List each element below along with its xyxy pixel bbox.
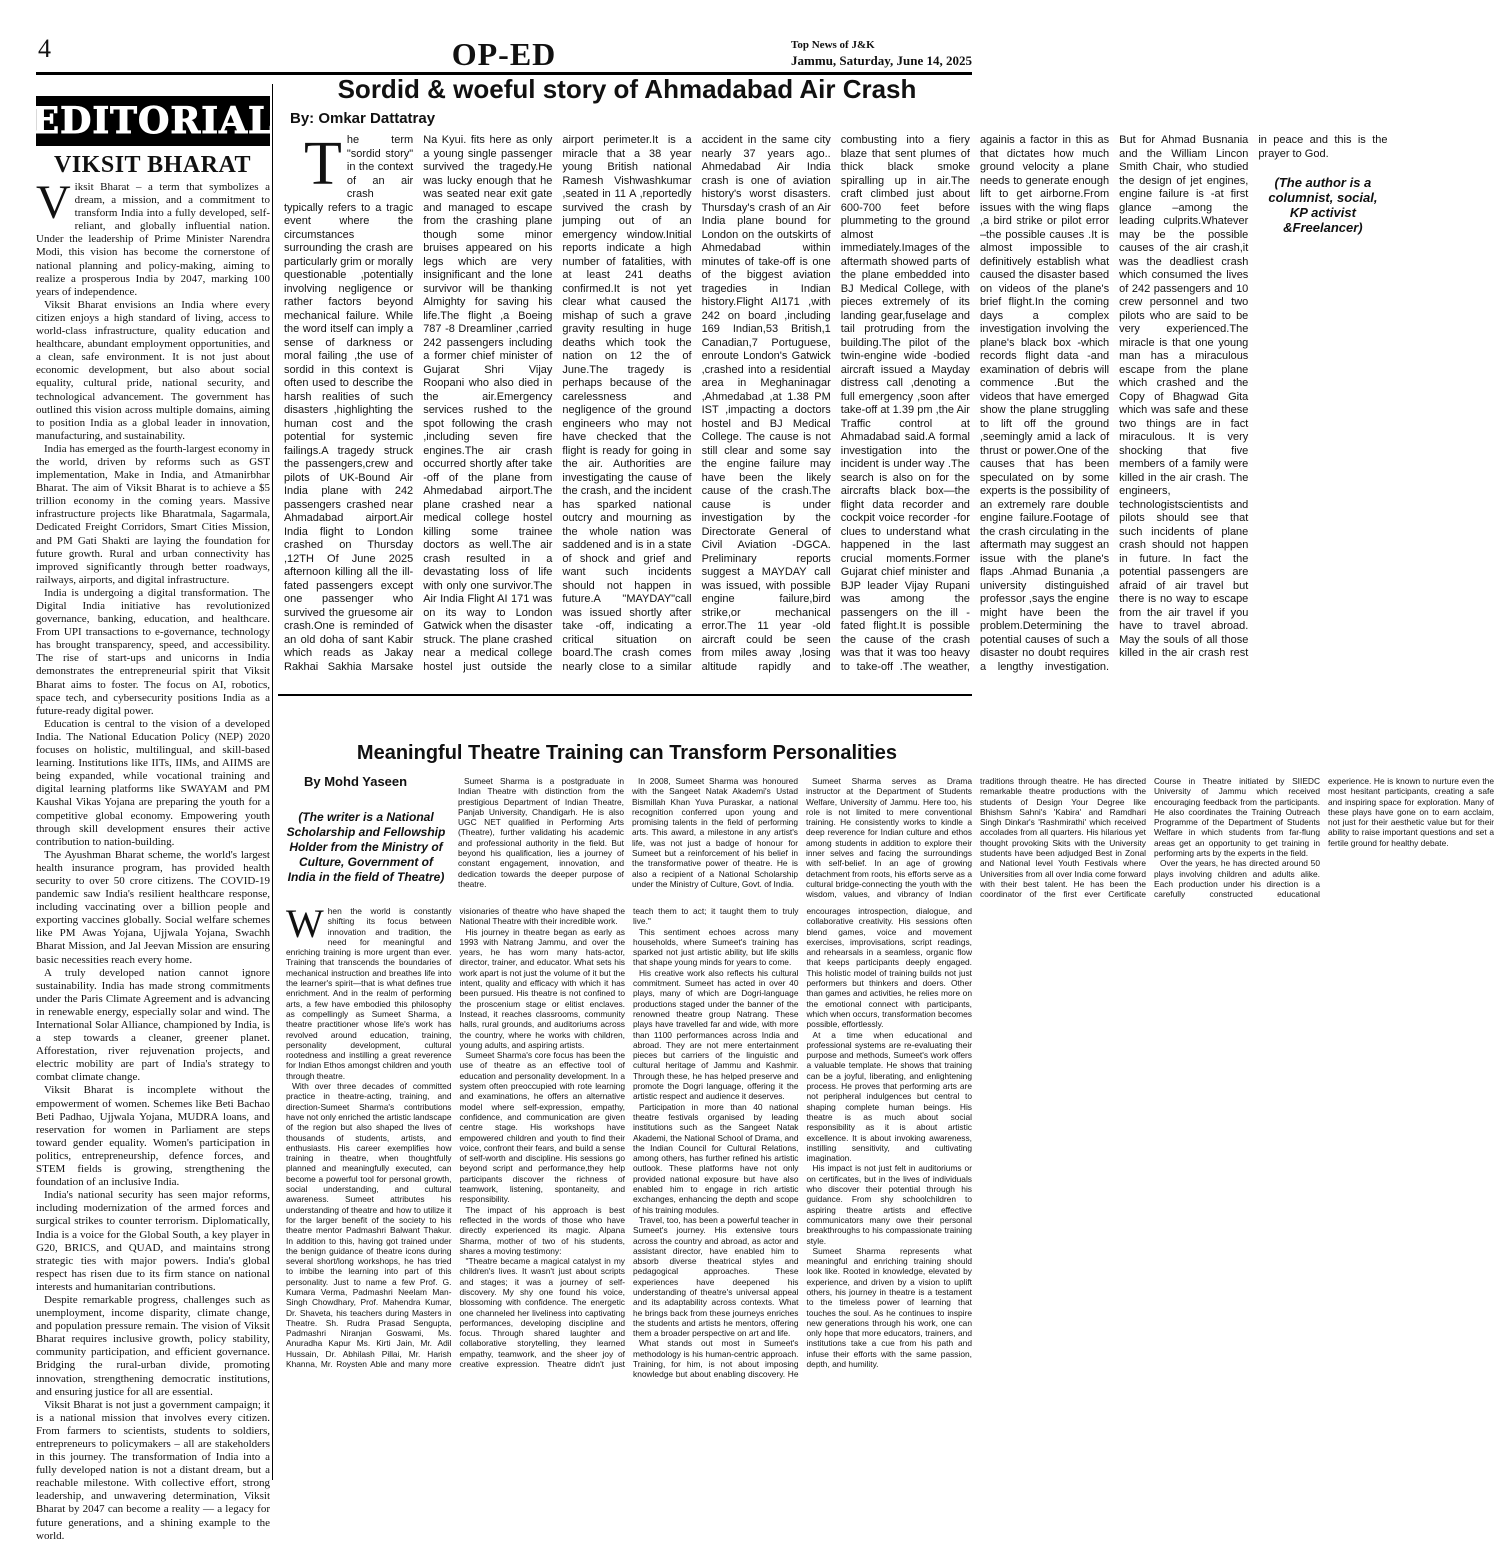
article2-paragraph: Participation in more than 40 national theatre festivals organised by leading institutions such as the Sangeet Natak Akademi, the National School of Drama, and the Indian Council for Cultural Relations, among others, has further refined his artistic outlook. These platforms have not only provided national exposure but have also enabled him to engage in rich artistic exchanges, enhancing the depth and scope of his training modules. [633, 1101, 799, 1215]
editorial-paragraph: The Ayushman Bharat scheme, the world's largest health insurance program, has provided health security to over 50 crore citizens. The COVID-19 pandemic saw India's resilient healthcare response, including vaccinating over a billion people and exporting vaccines globally. Social welfare schemes like PM Awas Yojana, Ujjwala Yojana, Swachh Bharat Mission, and Jal Jeevan Mission are ensuring basic necessities reach every home. [36, 848, 270, 966]
article2-paragraph: Over the years, he has directed around 50 plays involving children and adults alike. Each production under his direction is a carefully constructed educational experience. He is known to nurture even the most hesitant participants, creating a safe and inspiring space for exploration. Many of these plays have gone on to earn acclaim, not just for their aesthetic value but for their ability to raise important questions and set a fertile ground for healthy debate. [1154, 776, 1494, 900]
article1-text: The term "sordid story" in the context of an air crash typically refers to a tragic event where the circumstances surrounding the crash are particularly grim or morally questionable ,potentially involving negligence or rather factors beyond mechanical failure. While the word itself can imply a sense of darkness or moral failing ,the use of sordid in this context is often used to describe the harsh realities of such disasters ,highlighting the human cost and the potential for systemic failings.A tragedy struck the passengers,crew and pilots of UK-Bound Air India plane with 242 passengers crashed near Ahmadabad airport.Air India flight to London crashed on Thursday ,12TH Of June 2025 afternoon killing all the ill- fated passengers except one passenger who survived the gruesome air crash.One is reminded of an old doha of sant Kabir which reads as Jakay Rakhai Sakhia Marsake Na Kyui. fits here as only a young single passenger survived the tragedy.He was lucky enough that he was seated near exit gate and managed to escape from the crashing plane though some minor bruises appeared on his legs which are very insignificant and the lone survivor will be thanking Almighty for saving his life.The flight ,a Boeing 787 -8 Dreamliner ,carried 242 passengers including a former chief minister of Gujarat Shri Vijay Roopani who also died in the air.Emergency services rushed to the spot following the crash ,including seven fire engines.The air crash occurred shortly after take -off of the plane from Ahmedabad airport.The plane crashed near a medical college hostel killing some trainee doctors as well.The air crash resulted in a devastating loss of life with only one survivor.The Air India Flight AI 171 was on its way to London Gatwick when the disaster struck. The plane crashed near a medical college hostel just outside the airport perimeter.It is a miracle that a 38 year young British national Ramesh Vishwashkumar ,seated in 11 A ,reportedly survived the crash by jumping out of an emergency window.Initial reports indicate a high number of fatalities, with at least 241 deaths confirmed.It is not yet clear what caused the mishap of such a grave gravity resulting in huge deaths which took the nation on 12 the of June.The tragedy is perhaps because of the carelessness and negligence of the ground engineers who may not have checked that the flight is ready for going in the air. Authorities are investigating the cause of the crash, and the incident has sparked national outcry and mourning as the whole nation was saddened and is in a state of shock and grief and want such incidents should not happen in future.A "MAYDAY"call was issued shortly after take -off, indicating a critical situation on board.The crash comes nearly close to a similar accident in the same city nearly 37 years ago.. Ahmedabad Air India crash is one of aviation history's worst disasters. Thursday's crash of an Air India plane bound for London on the outskirts of Ahmedabad within minutes of take-off is one of the biggest aviation tragedies in Indian history.Flight AI171 ,with 242 on board ,including 169 Indian,53 British,1 Canadian,7 Portuguese, enroute London's Gatwick ,crashed into a residential area in Meghaninagar ,Ahmedabad ,at 1.38 PM IST ,impacting a doctors hostel and BJ Medical College. The cause is not still clear and some say the engine failure may have been the likely cause of the crash.The cause is under investigation by the Directorate General of Civil Aviation -DGCA. Preliminary reports suggest a MAYDAY call was issued, with possible engine failure,bird strike,or mechanical error.The 11 year -old aircraft could be seen from miles away ,losing altitude rapidly and combusting into a fiery blaze that sent plumes of thick black smoke spiralling up in air.The craft climbed just about 600-700 feet before plummeting to the ground almost immediately.Images of the aftermath showed parts of the plane embedded into BJ Medical College, with pieces extremely of its landing gear,fuselage and tail protruding from the building.The pilot of the twin-engine wide -bodied aircraft issued a Mayday distress call ,denoting a full emergency ,soon after take-off at 1.39 pm ,the Air Traffic control at Ahmadabad said.A formal investigation into the incident is under way .The search is also on for the aircrafts black box—the flight data recorder and cockpit voice recorder -for clues to understand what happened in the last crucial moments.Former Gujarat chief minister and BJP leader Vijay Rupani was among the passengers on the ill -fated flight.It is possible the cause of the crash was that it was too heavy to take-off .The weather, againis a factor in this as that dictates how much ground velocity a plane needs to generate enough lift to get airborne.From issues with the wing flaps ,a bird strike or pilot error –the possible causes .It is almost impossible to definitively establish what caused the disaster based on videos of the plane's brief flight.In the coming days a complex investigation involving the plane's black box -which records flight data -and examination of debris will commence .But the videos that have emerged show the plane struggling to lift off the ground ,seemingly amid a lack of thrust or power.One of the causes that has been speculated on by some experts is the possibility of an extremely rare double engine failure.Footage of the crash circulating in the aftermath may suggest an issue with the plane's flaps .Ahmad Bunania ,a university distinguished professor ,says the engine might have been the problem.Determining the potential causes of such a disaster no doubt requires a lengthy investigation. But for Ahmad Busnania and the William Lincon Smith Chair, who studied the design of jet engines, engine failure is -at first glance –among the leading culprits.Whatever may be the possible causes of the air crash,it was the deadliest crash which consumed the lives of 242 passengers and 10 crew personnel and two pilots who are said to be very experienced.The miracle is that one young man has a miraculous escape from the plane which crashed and the Copy of Bhagwad Gita which was safe and these two things are in fact miraculous. It is very shocking that five members of a family were killed in the air crash. The engineers, technologistscientists and pilots should see that such incidents of plane crash should not happen in future. In fact the potential passengers are afraid of air travel but there is no way to escape from the air travel if you have to travel abroad. May the souls of all those killed in the air crash rest in peace and this is the prayer to God. [284, 130, 1388, 673]
article2-paragraph: Sumeet Sharma's core focus has been the use of theatre as an effective tool of education and personality development. In a system often preoccupied with rote learning and examinations, he offers an alternative model where self-expression, empathy, confidence, and communication are given centre stage. His workshops have empowered children and youth to find their voice, confront their fears, and build a sense of self-worth and discipline. His sessions go beyond script and performance,they help participants discover the richness of teamwork, listening, spontaneity, and responsibility. [459, 1050, 625, 1205]
editorial-paragraph: Despite remarkable progress, challenges such as unemployment, income disparity, climate change, and population pressure remain. The vision of Viksit Bharat requires inclusive growth, policy stability, community participation, and efficient governance. Bridging the rural-urban divide, promoting innovation, strengthening democratic institutions, and ensuring justice for all are essential. [36, 1293, 270, 1398]
editorial-banner-label: EDITORIAL [31, 100, 275, 142]
editorial-title: VIKSIT BHARAT [54, 152, 251, 178]
article2-author-note: (The writer is a National Scholarship and Fellowship Holder from the Ministry of Culture, Government of India in the field of Theatre) [286, 810, 446, 884]
editorial-paragraph: Viksit Bharat is incomplete without the empowerment of women. Schemes like Beti Bachao Beti Padhao, Ujjwala Yojana, MUDRA loans, and reservation for women in Parliament are steps toward gender equality. Women's participation in politics, entrepreneurship, defence forces, and STEM fields is growing, strengthening the foundation of an inclusive India. [36, 1084, 270, 1189]
article-divider [278, 694, 972, 696]
publication-info [791, 38, 972, 68]
article1-headline: Sordid & woeful story of Ahmadabad Air Crash [337, 74, 917, 104]
article1-author-note: (The author is a columnist, social, KP activist &Freelancer) [1268, 175, 1378, 235]
page-header [36, 30, 972, 74]
article2-paragraph: This sentiment echoes across many households, where Sumeet's training has sparked not just artistic ability, but life skills that shape young minds for years to come. [633, 926, 799, 968]
editorial-paragraph: India's national security has seen major reforms, including modernization of the armed forces and surgical strikes to counter terrorism. Diplomatically, India is a voice for the Global South, a key player in G20, BRICS, and QUAD, and maintains strong strategic ties with major powers. India's global respect has risen due to its firm stance on national interests and humanitarian contributions. [36, 1189, 270, 1293]
article2-paragraph: "Theatre became a magical catalyst in my children's lives. It wasn't just about scripts and stages; it was a journey of self-discovery. My shy one found his voice, blossoming with confidence. The energetic one channeled her liveliness into captivating performances, developing discipline and focus. Through shared laughter and collaborative storytelling, they learned empathy, teamwork, and the sheer joy of creative expression. Theatre didn't just teach them to act; it taught them to truly live." [459, 906, 799, 1370]
article2-paragraph: His impact is not just felt in auditoriums or on certificates, but in the lives of individuals who discover their potential through his guidance. From shy schoolchildren to aspiring theatre artists and effective communicators many owe their personal breakthroughs to his compassionate training style. [806, 1163, 972, 1246]
editorial-paragraph: Education is central to the vision of a developed India. The National Education Policy (NEP) 2020 focuses on holistic, multilingual, and skill-based learning. Institutions like IITs, IIMs, and AIIMS are being expanded, while vocational training and digital learning platforms like SWAYAM and PM Kaushal Vikas Yojana are preparing the youth for a competitive global economy. Empowering youth through skill development ensures their active contribution to nation-building. [36, 717, 270, 848]
section-title: OP-ED [451, 36, 557, 72]
article2-upper-columns [458, 776, 1494, 906]
article2-paragraph: His journey in theatre began as early as 1993 with Natrang Jammu, and over the years, he has worn many hats-actor, director, trainer, and educator. What sets his work apart is not just the volume of it but the intent, quality and efficacy with which it has been pursued. His theatre is not confined to the proscenium stage or elitist enclaves. Instead, it reaches classrooms, community halls, rural grounds, and auditoriums across the country, where he works with children, young adults, and aspiring artists. [459, 926, 625, 1050]
article2-paragraph: At a time when educational and professional systems are re-evaluating their purpose and methods, Sumeet's work offers a valuable template. He shows that training can be a joyful, liberating, and enlightening process. He proves that performing arts are not peripheral indulgences but central to shaping complete human beings. His theatre is as much about social responsibility as it is about artistic excellence. It is about invoking awareness, instilling sensitivity, and cultivating imagination. [806, 1029, 972, 1164]
publication-name: Top News of J&K [791, 39, 875, 51]
article2-paragraph: When the world is constantly shifting its focus between innovation and tradition, the need for meaningful and enriching training is more urgent than ever. Training that transcends the boundaries of mechanical instruction and breathes life into the learner's spirit—that is what defines true enrichment. And in the realm of performing arts, a few have embodied this philosophy as compellingly as Sumeet Sharma, a theatre practitioner whose life's work has revolved around education, training, personality development, cultural rootedness and instilling a great reverence for Indian Ethos amongst children and youth through theatre. [286, 901, 452, 1081]
editorial-banner [31, 96, 275, 146]
page-number: 4 [38, 34, 51, 63]
article2-body [286, 901, 972, 1476]
editorial-paragraph: Viksit Bharat – a term that symbolizes a dream, a mission, and a commitment to transform India into a fully developed, self-reliant, and globally influential nation. Under the leadership of Prime Minister Narendra Modi, this vision has become the cornerstone of national planning and policy-making, aiming to realize a prosperous India by 2047, marking 100 years of independence. [36, 176, 270, 298]
article2-paragraph: His creative work also reflects his cultural commitment. Sumeet has acted in over 40 plays, many of which are Dogri-language productions staged under the banner of the renowned theatre group Natrang. These plays have travelled far and wide, with more than 1100 performances across India and abroad. They are not mere entertainment pieces but carriers of the linguistic and cultural heritage of Jammu and Kashmir. Through these, he has helped preserve and promote the Dogri language, offering it the artistic respect and audience it deserves. [633, 967, 799, 1102]
article2-paragraph: Travel, too, has been a powerful teacher in Sumeet's journey. His extensive tours across the country and abroad, as actor and assistant director, have enabled him to absorb diverse theatrical styles and pedagogical approaches. These experiences have deepened his understanding of theatre's universal appeal and its adaptability across contexts. What he brings back from these journeys enriches the students and artists he mentors, offering them a broader perspective on art and life. [633, 1214, 799, 1339]
article2-paragraph: What stands out most in Sumeet's methodology is his human-centric approach. Training, for him, is not about imposing knowledge but about enabling discovery. He encourages introspection, dialogue, and collaborative creativity. His sessions often blend games, voice and movement exercises, improvisations, script readings, and rehearsals in a seamless, organic flow that keeps participants deeply engaged. This holistic model of training builds not just performers but thinkers and doers. Other than games and activities, he relies more on the emotional connect with participants, which when occurs, transformation becomes possible, effortlessly. [633, 906, 972, 1380]
editorial-paragraph: A truly developed nation cannot ignore sustainability. India has made strong commitments under the Paris Climate Agreement and is advancing in renewable energy, especially solar and wind. The International Solar Alliance, championed by India, is a step towards a cleaner, greener planet. Afforestation, river rejuvenation projects, and electric mobility are part of India's strategy to combat climate change. [36, 966, 270, 1084]
editorial-paragraph: India is undergoing a digital transformation. The Digital India initiative has revolutionized governance, banking, education, and healthcare. From UPI transactions to e-governance, technology has brought transparency, speed, and accessibility. The rise of start-ups and unicorns in India demonstrates the entrepreneurial spirit that Viksit Bharat aims to foster. The focus on AI, robotics, space tech, and cybersecurity positions India as a future-ready digital power. [36, 586, 270, 717]
dateline: Jammu, Saturday, June 14, 2025 [791, 53, 972, 68]
article2-headline: Meaningful Theatre Training can Transform Personalities [356, 742, 898, 764]
editorial-paragraph: India has emerged as the fourth-largest economy in the world, driven by reforms such as GST implementation, Make in India, and Atmanirbhar Bharat. The aim of Viksit Bharat is to achieve a $5 trillion economy in the coming years. Massive infrastructure projects like Bharatmala, Sagarmala, Dedicated Freight Corridors, Smart Cities Mission, and PM Gati Shakti are laying the foundation for future growth. Rural and urban connectivity has improved significantly through better roadways, railways, airports, and digital infrastructure. [36, 442, 270, 586]
article1-byline: By: Omkar Dattatray [290, 110, 436, 127]
editorial-paragraph: Viksit Bharat is not just a government campaign; it is a national mission that involves every citizen. From farmers to scientists, students to soldiers, entrepreneurs to policymakers – all are stakeholders in this journey. The transformation of India into a fully developed nation is not a distant dream, but a reachable milestone. With collective effort, strong leadership, and unwavering determination, Viksit Bharat by 2047 can become a reality — a legacy for future generations, and a shining example to the world. [36, 1398, 270, 1542]
editorial-body [36, 176, 270, 1543]
article2-byline: By Mohd Yaseen [304, 774, 408, 789]
article2-paragraph: Sumeet Sharma serves as Drama instructor at the Department of Students Welfare, University of Jammu. Here too, his role is not limited to mere conventional training. He consistently works to kindle a deep reverence for Indian culture and ethos among students in addition to explore their inner selves and facing the surroundings with self-belief. In an age of growing detachment from roots, his efforts serve as a cultural bridge-connecting the youth with the wisdom, values, and vibrancy of Indian traditions through theatre. He has directed remarkable theatre productions with the students of Design Your Degree like Bhishsm Sahni's 'Kabira' and Ramdhari Singh Dinkar's 'Rashmirathi' which received accolades from all quarters. His hilarious yet thought provoking Skits with the University students have been adjudged Best in Zonal and National level Youth Festivals where Universities from all over India come forward with their best talent. He has been the coordinator of the first ever Certificate Course in Theatre initiated by SIIEDC University of Jammu which received encouraging feedback from the participants. He also coordinates the Training Outreach Programme of the Department of Students Welfare in which students from far-flung areas get an opportunity to get training in performing arts by the experts in the field. [806, 776, 1320, 900]
article2-paragraph: In 2008, Sumeet Sharma was honoured with the Sangeet Natak Akademi's Ustad Bismillah Khan Yuva Puraskar, a national recognition conferred upon young and promising talents in the field of performing arts. This award, a milestone in any artist's life, was not just a badge of honour for Sumeet but a reinforcement of his belief in the transformative power of theatre. He is also a recipient of a National Scholarship under the Ministry of Culture, Govt. of India. [632, 776, 798, 889]
editorial-paragraph: Viksit Bharat envisions an India where every citizen enjoys a high standard of living, access to world-class infrastructure, quality education and healthcare, abundant employment opportunities, and a clean, safe environment. It is not just about economic development, but also about social equality, cultural pride, national security, and technological advancement. The government has outlined this vision across multiple domains, aiming to position India as a global leader in innovation, manufacturing, and sustainability. [36, 298, 270, 442]
article2-paragraph: Sumeet Sharma represents what meaningful and enriching training should look like. Rooted in knowledge, elevated by experience, and driven by a vision to uplift others, his journey in theatre is a testament to the timeless power of learning that touches the soul. As he continues to inspire new generations through his work, one can only hope that more educators, trainers, and institutions take a cue from his path and infuse their efforts with the same passion, depth, and humility. [806, 1245, 972, 1370]
article2-paragraph: With over three decades of committed practice in theatre-acting, training, and direction-Sumeet Sharma's contributions have not only enriched the artistic landscape of the region but also shaped the lives of thousands of students, artists, and enthusiasts. His career exemplifies how training in theatre, when thoughtfully planned and meaningfully executed, can become a powerful tool for personal growth, social understanding, and cultural awareness. Sumeet attributes his understanding of theatre and how to utilize it for the larger benefit of the society to his theatre mentor Padmashri Balwant Thakur. In addition to this, having got trained under the benign guidance of theatre icons during several short/long workshops, he has tried to imbibe the learning into part of this personality. Just to name a few Prof. G. Kumara Verma, Padmashri Neelam Man-Singh Chowdhary, Prof. Mahendra Kumar, Dr. Shaveta, his teachers during Masters in Theatre. Sh. Rudra Prasad Sengupta, Padmashri Niranjan Goswami, Ms. Anuradha Kapur Ms. Kirti Jain, Mr. Adil Hussain, Dr. Abhilash Pillai, Mr. Harish Khanna, Mr. Roysten Able and many more visionaries of theatre who have shaped the National Theatre with their incredible work. [286, 906, 625, 1370]
article2-paragraph: The impact of his approach is best reflected in the words of those who have directly experienced its magic. Alpana Sharma, mother of two of his students, shares a moving testimony: [459, 1204, 625, 1256]
article2-paragraph: Sumeet Sharma is a postgraduate in Indian Theatre with distinction from the prestigious Department of Indian Theatre, Panjab University, Chandigarh. He is also UGC NET qualified in Performing Arts (Theatre), further validating his academic and professional authority in the field. But beyond his qualification, lies a journey of constant engagement, innovation, and dedication towards the deeper purpose of theatre. [458, 776, 624, 889]
article1-body [284, 130, 1388, 678]
column-divider [272, 84, 273, 1480]
editorial-column [31, 84, 275, 1542]
